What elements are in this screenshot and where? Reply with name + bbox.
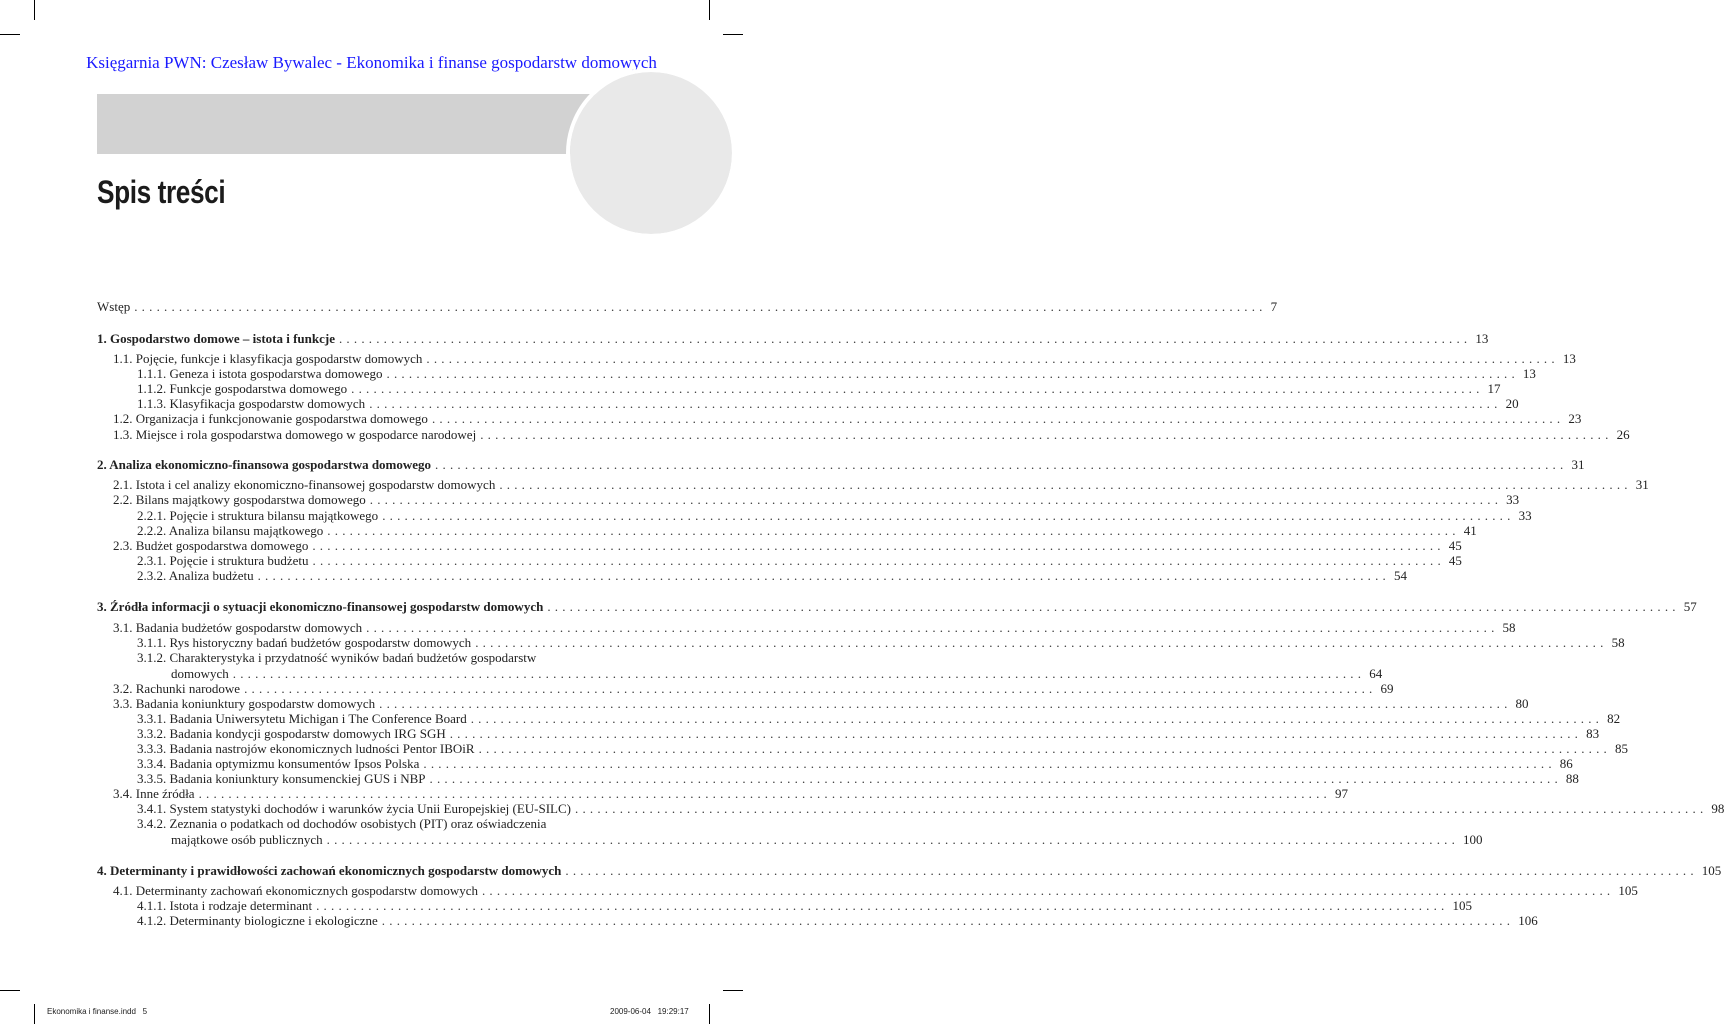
toc-entry[interactable] (137, 568, 1408, 583)
toc-page: 105 (1452, 898, 1472, 913)
leader-dots: ........................................................................................................................................................ (312, 553, 1445, 568)
toc-label: 3.1. Badania budżetów gospodarstw domowych (113, 620, 363, 635)
leader-dots: ........................................................................................................................................................ (244, 681, 1377, 696)
crop-mark (0, 990, 20, 991)
toc-page: 80 (1515, 696, 1529, 711)
leader-dots: ........................................................................................................................................................ (312, 538, 1445, 553)
header-link[interactable]: Księgarnia PWN: Czesław Bywalec - Ekonomika i finanse gospodarstw domowych (86, 53, 657, 72)
leader-dots: ........................................................................................................................................................ (470, 711, 1604, 726)
toc-label: 4.1. Determinanty zachowań ekonomicznych gospodarstw domowych (113, 883, 478, 898)
toc-label: 3. Źródła informacji o sytuacji ekonomiczno-finansowej gospodarstw domowych (97, 599, 544, 614)
toc-label: 3.4.1. System statystyki dochodów i warunków życia Unii Europejskiej (EU-SILC) (137, 801, 571, 816)
leader-dots: ........................................................................................................................................................ (134, 299, 1267, 314)
toc-entry[interactable] (113, 427, 1630, 442)
toc-page: 85 (1615, 741, 1628, 756)
toc-page: 88 (1565, 771, 1579, 786)
toc-label: Wstęp (97, 299, 131, 314)
toc-label: 3.3.3. Badania nastrojów ekonomicznych ludności Pentor IBOiR (137, 741, 475, 756)
toc-page: 41 (1463, 523, 1477, 538)
crop-mark (0, 34, 20, 35)
toc-label: 2.3.1. Pojęcie i struktura budżetu (137, 553, 309, 568)
toc-entry[interactable] (113, 477, 1649, 492)
toc-entry[interactable] (137, 913, 1538, 928)
toc-label: 3.3. Badania koniunktury gospodarstw domowych (113, 696, 376, 711)
leader-dots: ........................................................................................................................................................ (327, 523, 1460, 538)
toc-entry[interactable] (113, 620, 1516, 635)
toc-page: 13 (1522, 366, 1536, 381)
footer-datetime: 2009-06-04 19:29:17 (610, 1007, 689, 1016)
toc-label: 2.3. Budżet gospodarstwa domowego (113, 538, 309, 553)
banner-curve (566, 68, 736, 238)
toc-page: 64 (1369, 666, 1383, 681)
leader-dots: ........................................................................................................................................................ (426, 351, 1559, 366)
toc-page: 13 (1562, 351, 1576, 366)
toc-page: 20 (1505, 396, 1519, 411)
toc-page: 7 (1270, 299, 1278, 314)
toc-entry[interactable] (137, 396, 1519, 411)
toc-page: 83 (1586, 726, 1600, 741)
toc-page: 86 (1559, 756, 1573, 771)
leader-dots: ........................................................................................................................................................ (499, 477, 1632, 492)
toc-entry[interactable] (137, 898, 1472, 913)
toc-page: 45 (1448, 538, 1462, 553)
toc-entry[interactable] (137, 381, 1501, 396)
toc-label: 1.1. Pojęcie, funkcje i klasyfikacja gospodarstw domowych (113, 351, 423, 366)
toc-page: 33 (1518, 508, 1532, 523)
toc-chapter[interactable] (97, 457, 1585, 472)
toc-entry[interactable] (113, 681, 1394, 696)
leader-dots: ........................................................................................................................................................ (431, 411, 1565, 426)
leader-dots: ........................................................................................................................................................ (366, 620, 1499, 635)
toc-entry[interactable] (137, 635, 1625, 650)
toc-page: 58 (1611, 635, 1625, 650)
toc-entry[interactable] (113, 538, 1462, 553)
toc-page: 13 (1475, 331, 1489, 346)
leader-dots: ........................................................................................................................................................ (198, 786, 1331, 801)
crop-mark (34, 1004, 35, 1024)
crop-mark (723, 34, 743, 35)
leader-dots: ........................................................................................................................................................ (423, 756, 1556, 771)
toc-label: 2.2. Bilans majątkowy gospodarstwa domowego (113, 492, 366, 507)
leader-dots: ........................................................................................................................................................ (369, 396, 1502, 411)
leader-dots: ........................................................................................................................................................ (435, 457, 1568, 472)
toc-entry[interactable] (113, 492, 1520, 507)
toc-label: domowych (171, 666, 229, 681)
toc-label: 4. Determinanty i prawidłowości zachowań ekonomicznych gospodarstw domowych (97, 863, 562, 878)
toc-page: 100 (1463, 832, 1483, 847)
leader-dots: ........................................................................................................................................................ (481, 883, 1615, 898)
toc-entry[interactable] (137, 756, 1573, 771)
toc-entry[interactable] (137, 726, 1600, 741)
leader-dots: ........................................................................................................................................................ (386, 366, 1519, 381)
toc-label: 2.2.2. Analiza bilansu majątkowego (137, 523, 324, 538)
toc-entry[interactable] (113, 883, 1638, 898)
toc-label: 3.1.1. Rys historyczny badań budżetów gospodarstw domowych (137, 635, 472, 650)
leader-dots: ........................................................................................................................................................ (326, 832, 1460, 847)
toc-page: 105 (1701, 863, 1722, 878)
toc-page: 69 (1380, 681, 1394, 696)
toc-page: 57 (1683, 599, 1697, 614)
leader-dots: ........................................................................................................................................................ (575, 801, 1708, 816)
toc-label-wrapped[interactable]: 3.1.2. Charakterystyka i przydatność wyników badań budżetów gospodarstw (137, 650, 537, 665)
toc-page: 54 (1394, 568, 1408, 583)
toc-page: 23 (1568, 411, 1582, 426)
leader-dots: ........................................................................................................................................................ (382, 508, 1515, 523)
toc-page: 82 (1607, 711, 1621, 726)
leader-dots: ........................................................................................................................................................ (565, 863, 1698, 878)
toc-page: 58 (1502, 620, 1516, 635)
toc-entry[interactable] (171, 832, 1483, 847)
toc-label: majątkowe osób publicznych (171, 832, 323, 847)
toc-label: 3.3.1. Badania Uniwersytetu Michigan i The Conference Board (137, 711, 467, 726)
toc-page: 45 (1448, 553, 1462, 568)
toc-page: 105 (1618, 883, 1638, 898)
chapter-banner (97, 94, 641, 154)
toc-label: 1.1.3. Klasyfikacja gospodarstw domowych (137, 396, 366, 411)
toc-page: 31 (1571, 457, 1585, 472)
leader-dots: ........................................................................................................................................................ (478, 741, 1611, 756)
toc-entry[interactable] (171, 666, 1383, 681)
toc-label: 2.3.2. Analiza budżetu (137, 568, 254, 583)
toc-label: 2.1. Istota i cel analizy ekonomiczno-finansowej gospodarstw domowych (113, 477, 496, 492)
toc-entry[interactable] (113, 696, 1529, 711)
toc-label: 1.1.2. Funkcje gospodarstwa domowego (137, 381, 348, 396)
leader-dots: ........................................................................................................................................................ (547, 599, 1680, 614)
toc-entry[interactable] (137, 711, 1621, 726)
crop-mark (709, 1004, 710, 1024)
toc-entry[interactable] (97, 299, 1278, 314)
leader-dots: ........................................................................................................................................................ (232, 666, 1366, 681)
toc-entry[interactable] (137, 801, 1724, 816)
crop-mark (709, 0, 710, 20)
leader-dots: ........................................................................................................................................................ (369, 492, 1503, 507)
toc-page: 106 (1518, 913, 1538, 928)
page-title: Spis treści (97, 174, 226, 210)
leader-dots: ........................................................................................................................................................ (379, 696, 1512, 711)
toc-entry[interactable] (137, 741, 1628, 756)
toc-entry[interactable] (113, 411, 1582, 426)
toc-entry[interactable] (113, 351, 1576, 366)
toc-chapter[interactable] (97, 863, 1722, 878)
toc-label-wrapped[interactable]: 3.4.2. Zeznania o podatkach od dochodów osobistych (PIT) oraz oświadczenia (137, 816, 547, 831)
leader-dots: ........................................................................................................................................................ (480, 427, 1613, 442)
toc-label: 2.2.1. Pojęcie i struktura bilansu majątkowego (137, 508, 379, 523)
toc-label: 3.3.4. Badania optymizmu konsumentów Ipsos Polska (137, 756, 420, 771)
toc-label: 1.2. Organizacja i funkcjonowanie gospodarstwa domowego (113, 411, 428, 426)
toc-page: 97 (1335, 786, 1348, 801)
crop-mark (723, 990, 743, 991)
leader-dots: ........................................................................................................................................................ (338, 331, 1472, 346)
toc-label: 4.1.2. Determinanty biologiczne i ekologiczne (137, 913, 378, 928)
toc-entry[interactable] (137, 771, 1579, 786)
toc-page: 31 (1635, 477, 1649, 492)
toc-label: 3.3.2. Badania kondycji gospodarstw domowych IRG SGH (137, 726, 446, 741)
toc-label: 3.2. Rachunki narodowe (113, 681, 241, 696)
toc-label: 3.4. Inne źródła (113, 786, 195, 801)
leader-dots: ........................................................................................................................................................ (257, 568, 1391, 583)
toc-entry[interactable] (113, 786, 1348, 801)
leader-dots: ........................................................................................................................................................ (351, 381, 1484, 396)
toc-entry[interactable] (137, 366, 1536, 381)
toc-chapter[interactable] (97, 599, 1697, 614)
toc-page: 98 (1711, 801, 1724, 816)
toc-page: 33 (1506, 492, 1520, 507)
leader-dots: ........................................................................................................................................................ (429, 771, 1562, 786)
toc-label: 2. Analiza ekonomiczno-finansowa gospodarstwa domowego (97, 457, 432, 472)
leader-dots: ........................................................................................................................................................ (316, 898, 1449, 913)
leader-dots: ........................................................................................................................................................ (475, 635, 1608, 650)
toc-entry[interactable] (137, 523, 1477, 538)
toc-page: 17 (1487, 381, 1501, 396)
toc-label: 3.3.5. Badania koniunktury konsumenckiej GUS i NBP (137, 771, 426, 786)
crop-mark (34, 0, 35, 20)
toc-entry[interactable] (137, 553, 1462, 568)
toc-label: 1.1.1. Geneza i istota gospodarstwa domowego (137, 366, 383, 381)
leader-dots: ........................................................................................................................................................ (449, 726, 1583, 741)
footer-filename: Ekonomika i finanse.indd 5 (47, 1007, 148, 1016)
toc-chapter[interactable] (97, 331, 1489, 346)
toc-label: 1. Gospodarstwo domowe – istota i funkcje (97, 331, 335, 346)
toc-page: 26 (1616, 427, 1630, 442)
toc-label: 4.1.1. Istota i rodzaje determinant (137, 898, 313, 913)
toc-label: 1.3. Miejsce i rola gospodarstwa domowego w gospodarce narodowej (113, 427, 477, 442)
leader-dots: ........................................................................................................................................................ (381, 913, 1515, 928)
toc-entry[interactable] (137, 508, 1532, 523)
